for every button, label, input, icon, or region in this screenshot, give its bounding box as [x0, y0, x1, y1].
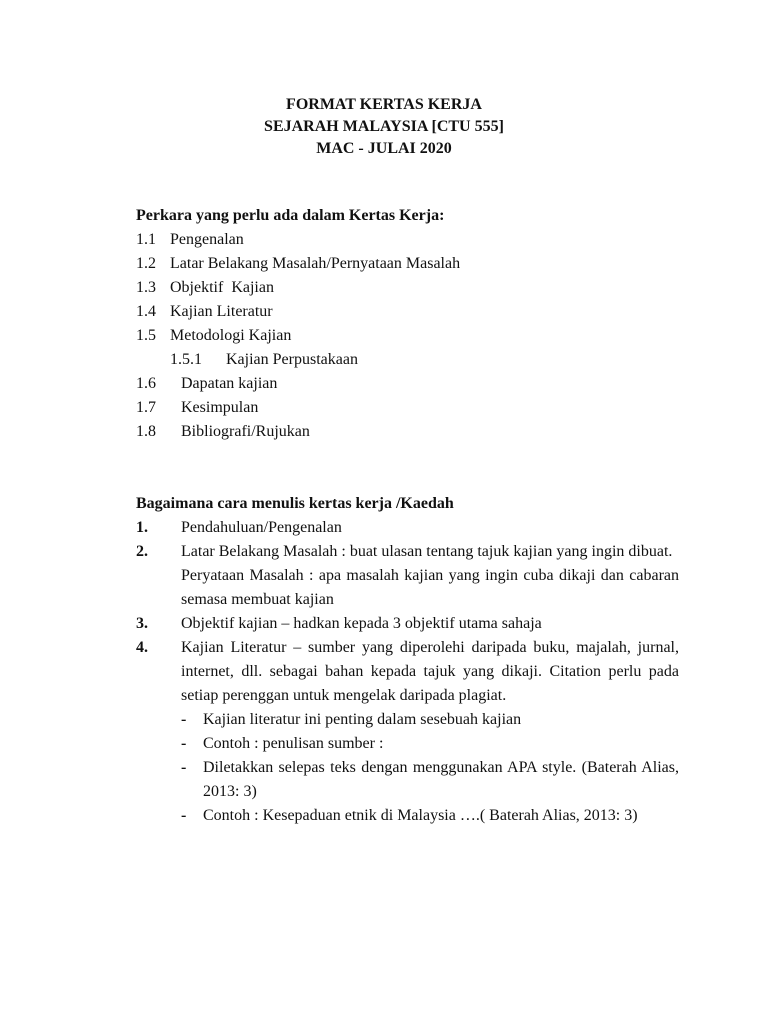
- contents-heading: Perkara yang perlu ada dalam Kertas Kerja:: [136, 207, 445, 224]
- method-item-number: 4.: [136, 639, 148, 656]
- method-item-text: Latar Belakang Masalah : buat ulasan tentang tajuk kajian yang ingin dibuat.: [181, 543, 673, 560]
- method-item-text: Objektif kajian – hadkan kepada 3 objektif utama sahaja: [181, 615, 542, 632]
- bullet-text: Contoh : penulisan sumber :: [203, 735, 384, 752]
- list-item-text: Bibliografi/Rujukan: [181, 423, 310, 440]
- bullet-item: [181, 756, 679, 804]
- title-line-1: FORMAT KERTAS KERJA: [286, 96, 482, 113]
- list-item-number: 1.7: [136, 399, 156, 416]
- list-item-text: Metodologi Kajian: [170, 327, 292, 344]
- method-item-text-2: Peryataan Masalah : apa masalah kajian yang ingin cuba dikaji dan cabaran semasa membuat kajian: [181, 567, 679, 608]
- list-item: [136, 252, 679, 276]
- list-item: [136, 228, 679, 252]
- bullet-text: Kajian literatur ini penting dalam sesebuah kajian: [203, 711, 522, 728]
- bullet-text: Contoh : Kesepaduan etnik di Malaysia ….( Baterah Alias, 2013: 3): [203, 807, 638, 824]
- method-item-number: 2.: [136, 543, 148, 560]
- bullet-dash: -: [181, 759, 187, 776]
- list-subitem: [136, 348, 679, 372]
- list-item-number: 1.2: [136, 255, 156, 272]
- method-item: [136, 612, 679, 636]
- list-item: [136, 420, 679, 444]
- title-line-2: SEJARAH MALAYSIA [CTU 555]: [264, 118, 504, 135]
- list-item: [136, 276, 679, 300]
- method-item: [136, 516, 679, 540]
- method-list: [136, 516, 679, 828]
- bullet-item: [181, 804, 679, 828]
- list-item-text: Dapatan kajian: [181, 375, 278, 392]
- document-title-block: [0, 94, 768, 160]
- list-item: [136, 372, 679, 396]
- method-item: [136, 540, 679, 612]
- bullet-dash: -: [181, 711, 187, 728]
- method-item-number: 1.: [136, 519, 148, 536]
- contents-list: [136, 228, 679, 444]
- bullet-item: [181, 732, 679, 756]
- method-item-text: Kajian Literatur – sumber yang diperolehi daripada buku, majalah, jurnal, internet, dll. sebagai bahan kepada tajuk yang dikaji. Citation perlu pada setiap perenggan untuk mengelak daripada plagiat.: [181, 639, 679, 704]
- list-item-number: 1.5.1: [170, 351, 202, 368]
- bullet-dash: -: [181, 807, 187, 824]
- list-item-text: Latar Belakang Masalah/Pernyataan Masalah: [170, 255, 461, 272]
- list-item-text: Objektif Kajian: [170, 279, 274, 296]
- list-item-number: 1.5: [136, 327, 156, 344]
- list-item: [136, 396, 679, 420]
- list-item: [136, 324, 679, 348]
- list-item-number: 1.1: [136, 231, 156, 248]
- list-item-number: 1.8: [136, 423, 156, 440]
- bullet-dash: -: [181, 735, 187, 752]
- list-item: [136, 300, 679, 324]
- bullet-item: [181, 708, 679, 732]
- method-item-number: 3.: [136, 615, 148, 632]
- method-item: [136, 636, 679, 828]
- list-item-text: Kajian Perpustakaan: [226, 351, 358, 368]
- bullet-list: [181, 708, 679, 828]
- method-item-text: Pendahuluan/Pengenalan: [181, 519, 342, 536]
- bullet-text: Diletakkan selepas teks dengan menggunakan APA style. (Baterah Alias, 2013: 3): [203, 759, 679, 800]
- title-line-3: MAC - JULAI 2020: [316, 140, 452, 157]
- list-item-text: Kajian Literatur: [170, 303, 273, 320]
- list-item-text: Pengenalan: [170, 231, 244, 248]
- list-item-number: 1.3: [136, 279, 156, 296]
- list-item-number: 1.6: [136, 375, 156, 392]
- list-item-number: 1.4: [136, 303, 156, 320]
- method-heading: Bagaimana cara menulis kertas kerja /Kaedah: [136, 495, 454, 512]
- list-item-text: Kesimpulan: [181, 399, 259, 416]
